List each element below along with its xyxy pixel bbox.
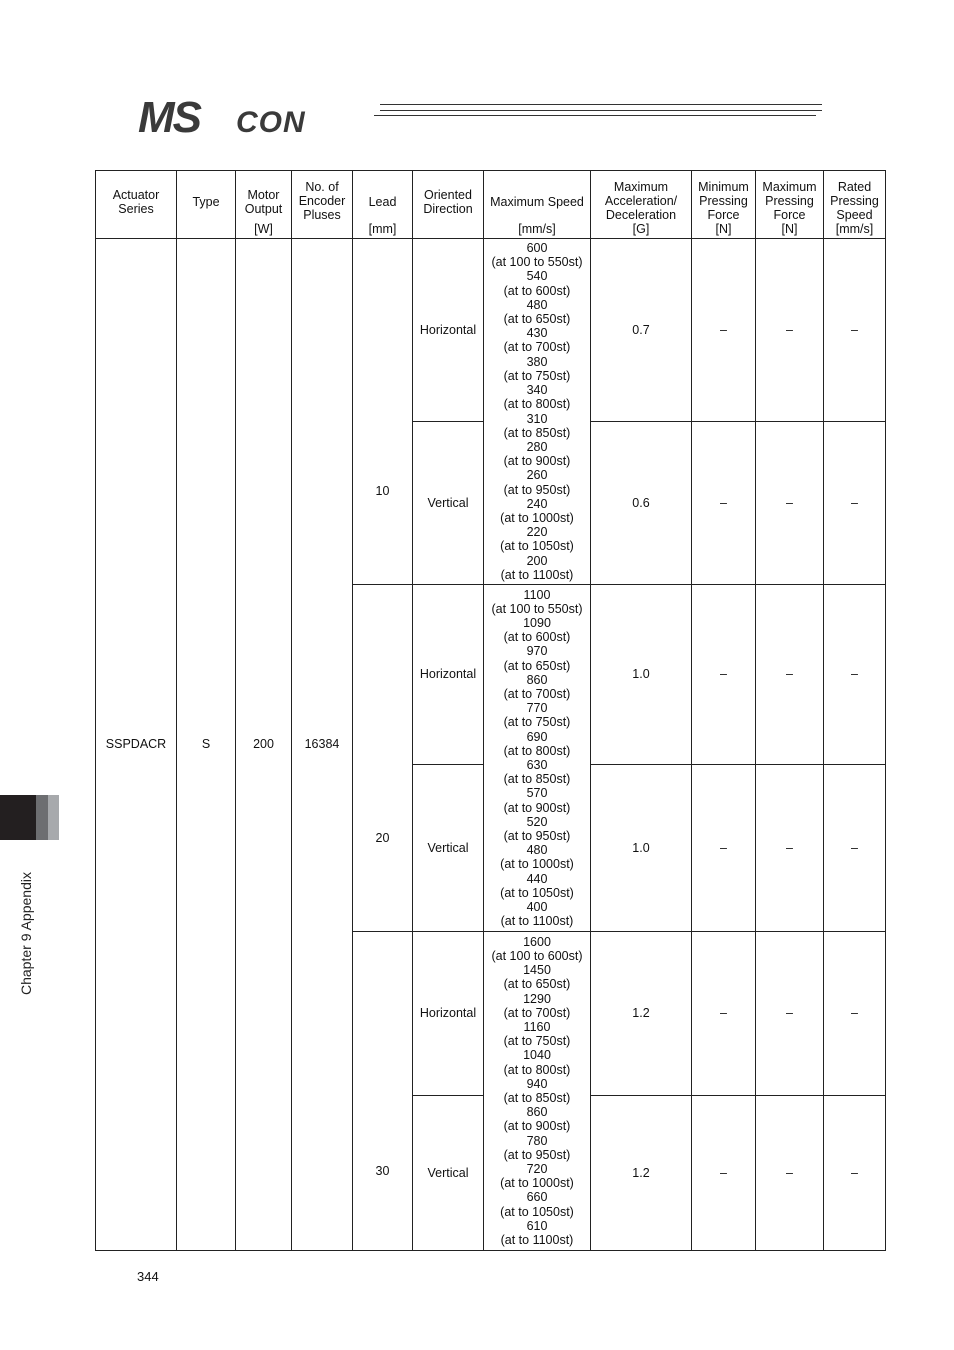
max-pressing-force-cell: –: [756, 1096, 824, 1251]
speed-line: 1160: [523, 1019, 551, 1034]
column-header-label: Maximum Speed: [490, 194, 584, 209]
actuator-series-cell: SSPDACR: [96, 239, 177, 1251]
column-header: [692, 171, 756, 239]
rated-pressing-speed-cell: –: [824, 422, 886, 585]
column-header: [756, 171, 824, 239]
mscon-logo: [138, 96, 368, 136]
speed-line: 940: [526, 1076, 548, 1091]
speed-line: (at to 700st): [503, 686, 571, 701]
speed-line: (at to 600st): [503, 283, 571, 298]
speed-line: (at to 650st): [503, 312, 571, 327]
direction-cell: Horizontal: [413, 585, 484, 765]
column-header-unit: [G]: [632, 222, 650, 237]
spec-table: [95, 170, 886, 1251]
column-header: [177, 171, 236, 239]
column-header-label: Maximum Acceleration/ Deceleration: [604, 179, 678, 223]
column-header: [591, 171, 692, 239]
column-header-unit: [294, 222, 350, 237]
column-header-label: Lead: [368, 194, 397, 209]
column-header-label: No. of Encoder Pluses: [298, 179, 346, 223]
min-pressing-force-cell: –: [692, 1096, 756, 1251]
max-pressing-force-cell: –: [756, 585, 824, 765]
chapter-label: Chapter 9 Appendix: [18, 872, 34, 995]
svg-text:MS: MS: [138, 96, 200, 136]
speed-line: (at to 750st): [503, 1034, 571, 1049]
speed-line: (at to 1000st): [500, 510, 574, 525]
chapter-tab: [0, 795, 60, 840]
speed-line: (at to 700st): [503, 1005, 571, 1020]
table-header-row: [96, 171, 886, 239]
min-pressing-force-cell: –: [692, 932, 756, 1096]
speed-line: 440: [526, 871, 548, 886]
direction-cell: Vertical: [413, 422, 484, 585]
speed-line: (at to 1000st): [500, 857, 574, 872]
speed-line: 1100: [523, 587, 551, 602]
table-row: [96, 239, 886, 422]
speed-line: 260: [526, 468, 548, 483]
speed-line: 1040: [523, 1048, 551, 1063]
column-header-label: Minimum Pressing Force: [698, 179, 749, 223]
column-header-unit: [415, 222, 481, 237]
speed-line: 720: [526, 1162, 548, 1177]
accel-cell: 1.0: [591, 765, 692, 932]
column-header-unit: [N]: [715, 222, 732, 237]
speed-line: (at 100 to 550st): [491, 255, 583, 270]
header-rules: [380, 104, 822, 116]
speed-line: (at to 1050st): [500, 885, 574, 900]
speed-line: (at to 850st): [503, 772, 571, 787]
column-header-label: Type: [192, 194, 220, 209]
max-pressing-force-cell: –: [756, 239, 824, 422]
column-header: [353, 171, 413, 239]
speed-line: 480: [526, 843, 548, 858]
column-header: [96, 171, 177, 239]
speed-line: (at to 850st): [503, 1091, 571, 1105]
column-header-unit: [N]: [781, 222, 798, 237]
column-header: [484, 171, 591, 239]
min-pressing-force-cell: –: [692, 765, 756, 932]
rated-pressing-speed-cell: –: [824, 765, 886, 932]
column-header: [413, 171, 484, 239]
speed-line: 480: [526, 297, 548, 312]
speed-line: 780: [526, 1133, 548, 1148]
speed-line: (at to 1100st): [500, 567, 574, 582]
accel-cell: 0.6: [591, 422, 692, 585]
lead-cell: 10: [353, 239, 413, 585]
lead-cell: 30: [353, 932, 413, 1251]
speed-line: (at to 1050st): [500, 1204, 574, 1219]
speed-line: 430: [526, 326, 548, 341]
column-header-label: Actuator Series: [112, 187, 160, 216]
speed-line: 770: [526, 701, 548, 716]
max-speed-cell: [484, 932, 591, 1251]
speed-line: 570: [526, 786, 548, 801]
speed-line: 520: [526, 814, 548, 829]
speed-line: 220: [526, 525, 548, 540]
speed-line: (at 100 to 600st): [491, 948, 583, 963]
speed-line: (at to 850st): [503, 425, 571, 440]
speed-line: 380: [526, 354, 548, 369]
column-header-unit: [179, 222, 233, 237]
rated-pressing-speed-cell: –: [824, 1096, 886, 1251]
rated-pressing-speed-cell: –: [824, 585, 886, 765]
direction-cell: Horizontal: [413, 239, 484, 422]
min-pressing-force-cell: –: [692, 239, 756, 422]
speed-line: 540: [526, 269, 548, 284]
speed-line: (at to 1100st): [500, 1233, 574, 1248]
motor-output-cell: 200: [236, 239, 292, 1251]
speed-line: 280: [526, 439, 548, 454]
speed-line: (at to 650st): [503, 658, 571, 673]
encoder-pulses-cell: 16384: [292, 239, 353, 1251]
max-pressing-force-cell: –: [756, 765, 824, 932]
accel-cell: 1.0: [591, 585, 692, 765]
column-header-label: Rated Pressing Speed: [830, 179, 879, 223]
table-body: [96, 239, 886, 1251]
accel-cell: 1.2: [591, 932, 692, 1096]
speed-line: (at to 950st): [503, 482, 571, 497]
speed-line: (at to 900st): [503, 1119, 571, 1134]
speed-line: (at to 800st): [503, 743, 571, 758]
speed-line: (at to 1000st): [500, 1176, 574, 1191]
speed-line: (at to 1100st): [500, 914, 574, 929]
speed-line: 310: [526, 411, 548, 426]
column-header-unit: [mm/s]: [518, 222, 556, 237]
speed-line: (at 100 to 550st): [491, 601, 583, 616]
speed-line: 690: [526, 729, 548, 744]
speed-line: (at to 1050st): [500, 539, 574, 554]
speed-line: 1090: [523, 615, 551, 630]
speed-line: (at to 900st): [503, 800, 571, 815]
speed-line: 340: [526, 383, 548, 398]
speed-line: 860: [526, 672, 548, 687]
max-pressing-force-cell: –: [756, 932, 824, 1096]
speed-line: 610: [526, 1218, 548, 1233]
column-header: [824, 171, 886, 239]
speed-line: 1290: [523, 991, 551, 1006]
column-header: [236, 171, 292, 239]
speed-line: 240: [526, 496, 548, 511]
speed-line: 630: [526, 758, 548, 772]
column-header-unit: [98, 222, 174, 237]
lead-cell: 20: [353, 585, 413, 932]
accel-cell: 1.2: [591, 1096, 692, 1251]
min-pressing-force-cell: –: [692, 422, 756, 585]
column-header-label: Maximum Pressing Force: [762, 179, 817, 223]
speed-line: 200: [526, 553, 548, 568]
speed-line: 1600: [523, 934, 551, 949]
speed-line: 860: [526, 1105, 548, 1120]
column-header-label: Motor Output: [244, 187, 283, 216]
column-header-unit: [mm/s]: [835, 222, 874, 237]
rated-pressing-speed-cell: –: [824, 932, 886, 1096]
min-pressing-force-cell: –: [692, 585, 756, 765]
speed-line: (at to 950st): [503, 1147, 571, 1162]
direction-cell: Vertical: [413, 1096, 484, 1251]
speed-line: (at to 900st): [503, 454, 571, 469]
max-speed-cell: [484, 239, 591, 585]
speed-line: (at to 700st): [503, 340, 571, 355]
speed-line: 970: [526, 644, 548, 659]
speed-line: 1450: [523, 963, 551, 978]
column-header-unit: [W]: [254, 222, 273, 237]
column-header: [292, 171, 353, 239]
type-cell: S: [177, 239, 236, 1251]
speed-line: (at to 650st): [503, 977, 571, 992]
max-speed-cell: [484, 585, 591, 932]
column-header-label: Oriented Direction: [423, 187, 473, 216]
column-header-unit: [mm]: [368, 222, 397, 237]
accel-cell: 0.7: [591, 239, 692, 422]
speed-line: (at to 750st): [503, 715, 571, 730]
page-number: 344: [137, 1269, 159, 1284]
speed-line: (at to 800st): [503, 397, 571, 412]
direction-cell: Vertical: [413, 765, 484, 932]
speed-line: 400: [526, 900, 548, 915]
svg-text:CON: CON: [236, 106, 306, 136]
direction-cell: Horizontal: [413, 932, 484, 1096]
speed-line: 600: [526, 241, 548, 256]
speed-line: (at to 750st): [503, 368, 571, 383]
speed-line: (at to 600st): [503, 630, 571, 645]
speed-line: 660: [526, 1190, 548, 1205]
speed-line: (at to 950st): [503, 829, 571, 844]
speed-line: (at to 800st): [503, 1062, 571, 1077]
max-pressing-force-cell: –: [756, 422, 824, 585]
rated-pressing-speed-cell: –: [824, 239, 886, 422]
